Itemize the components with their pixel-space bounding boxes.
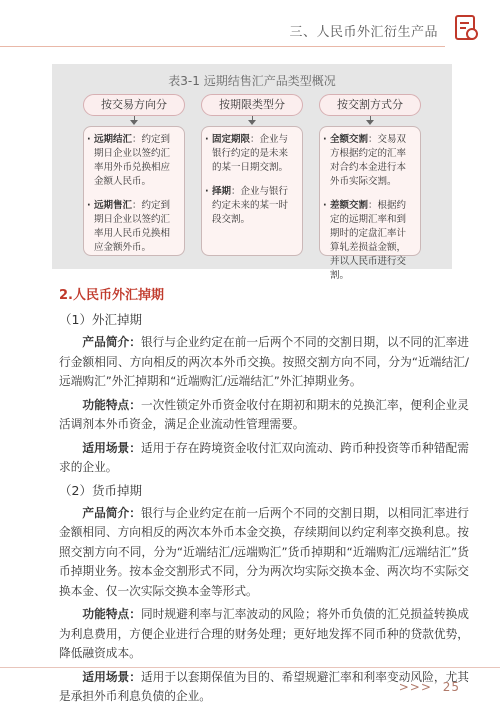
entry-fixed-term: · 固定期限：企业与银行约定的是未来的某一日期交割。 [212,133,294,175]
paragraph: 适用场景：适用于存在跨境资金收付汇双向流动、跨币种投资等币种错配需求的企业。 [59,440,469,474]
header-divider [0,46,445,47]
paragraph: 功能特点：同时规避利率与汇率波动的风险；将外币负债的汇兑损益转换成为利息费用，方便企业进行合理的财务处理；更好地发挥不同币种的贷款优势，降低融资成本。 [59,607,469,660]
page-marker: >>> [398,680,432,694]
direction-box [83,126,185,256]
paragraph-label: 产品简介： [82,505,141,520]
paragraph-label: 功能特点： [82,607,141,621]
entry-option-period: · 择期：企业与银行约定未来的某一时段交割。 [212,185,294,227]
page-header [0,0,500,48]
figure-title: 表3-1 远期结售汇产品类型概况 [168,74,336,88]
arrow-down-icon [248,120,256,125]
paragraph: 产品简介：银行与企业约定在前一后两个不同的交割日期，以不同的汇率进行金额相同、方向相反的两次本外币交换。按照交割方向不同，分为“近端结汇/远端购汇”外汇掉期和“近端购汇/远端结汇”外汇掉期业务。 [59,335,469,388]
paragraph: 功能特点：一次性锁定外币资金收付在期初和期末的兑换汇率，便利企业灵活调剂本外币资金，满足企业流动性管理需要。 [59,397,469,431]
entry-forward-settlement: · 远期结汇：约定到期日企业以签约汇率用外币兑换相应金额人民币。 [94,133,176,189]
paragraph-label: 适用场景： [82,440,141,455]
subsection-title: （1）外汇掉期 [59,312,142,327]
section-title: 2.人民币外汇掉期 [59,288,164,303]
page-number-value: 25 [442,680,460,694]
subsection-title: （2）货币掉期 [59,482,142,498]
paragraph-label: 产品简介： [82,335,141,349]
entry-forward-sale: · 远期售汇：约定到期日企业以签约汇率用人民币兑换相应金额外币。 [94,199,176,255]
page-number [399,680,460,694]
chapter-title: 三、人民币外汇衍生产品 [289,25,438,40]
document-icon [454,14,480,42]
category-settlement: 按交割方式分 [319,94,421,116]
footer-divider [0,667,500,668]
category-direction: 按交易方向分 [83,94,185,116]
paragraph-label: 适用场景： [82,669,141,684]
paragraph: 产品简介：银行与企业约定在前一后两个不同的交割日期，以相同汇率进行金额相同、方向相反的两次本外币本金交换，存续期间以约定利率交换利息。按照交割方向不同，分为“近端结汇/远端购汇”货币掉期和“近端购汇/远端结汇”货币掉期业务。按本金交割形式不同，分为两次均实际交换本金、两次均不实际交换本金、仅一次实际交换本金等形式。 [59,505,469,598]
category-term: 按期限类型分 [201,94,303,116]
settlement-box [319,126,421,281]
arrow-down-icon [366,120,374,125]
term-box [201,126,303,256]
entry-full-delivery: · 全额交割：交易双方根据约定的汇率对合约本金进行本外币实际交割。 [330,133,412,189]
paragraph: 适用场景：适用于以套期保值为目的、希望规避汇率和利率变动风险，尤其是承担外币利息负债的企业。 [59,669,469,703]
paragraph-label: 功能特点： [82,397,141,412]
entry-net-delivery: · 差额交割：根据约定的远期汇率和到期时的定盘汇率计算轧差损益金额，并以人民币进行交割。 [330,199,412,283]
arrow-down-icon [130,120,138,125]
product-types-figure [52,64,452,281]
body-content [59,287,469,711]
